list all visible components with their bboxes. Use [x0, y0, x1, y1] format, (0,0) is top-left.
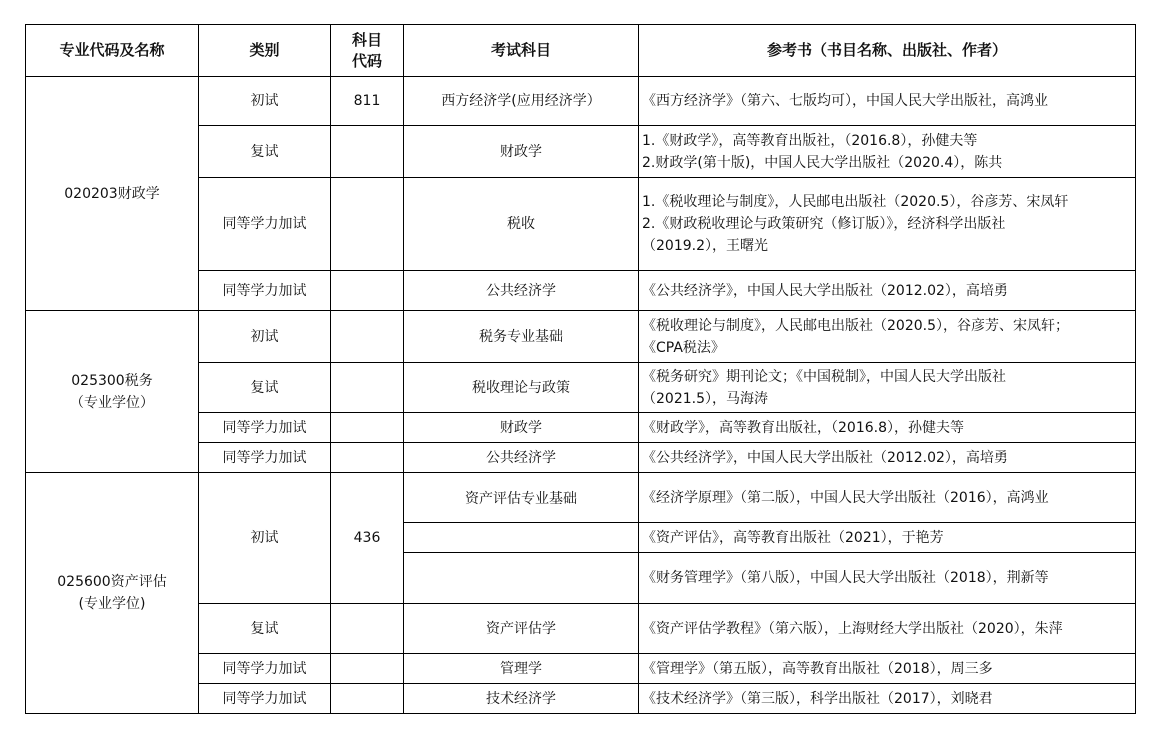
reference-line: 《经济学原理》（第二版），中国人民大学出版社（2016），高鸿业	[642, 489, 1049, 506]
reference-line: 1.《税收理论与制度》，人民邮电出版社（2020.5），谷彦芳、宋凤轩	[642, 194, 1069, 210]
subject-cell: 西方经济学(应用经济学）	[404, 77, 639, 126]
header-subject: 考试科目	[404, 25, 639, 77]
reference-line: 《财务管理学》（第八版），中国人民大学出版社（2018），荆新等	[642, 570, 1049, 586]
subject-cell	[404, 553, 639, 604]
category-cell: 复试	[199, 363, 331, 413]
reference-line: 1.《财政学》，高等教育出版社，（2016.8），孙健夫等	[642, 132, 978, 149]
category-cell: 初试	[199, 77, 331, 126]
header-code	[331, 25, 404, 77]
category-cell: 复试	[199, 126, 331, 178]
subject-cell: 财政学	[404, 126, 639, 178]
reference-line: （2019.2），王曙光	[642, 238, 768, 254]
major-tax-line2: （专业学位）	[70, 394, 154, 411]
reference-cell	[639, 654, 1136, 684]
reference-line: 《公共经济学》，中国人民大学出版社（2012.02），高培勇	[642, 449, 1008, 466]
reference-cell	[639, 684, 1136, 714]
code-cell	[331, 413, 404, 443]
reference-cell	[639, 413, 1136, 443]
code-cell: 811	[331, 77, 404, 126]
header-code-line1: 科目	[351, 30, 382, 49]
reference-cell	[639, 553, 1136, 604]
header-reference: 参考书（书目名称、出版社、作者）	[639, 25, 1136, 77]
category-cell: 同等学力加试	[199, 271, 331, 311]
major-cell-tax	[26, 311, 199, 473]
code-cell	[331, 604, 404, 654]
code-cell	[331, 178, 404, 271]
reference-cell	[639, 363, 1136, 413]
code-cell	[331, 654, 404, 684]
subject-cell: 财政学	[404, 413, 639, 443]
major-tax-line1: 025300税务	[71, 372, 153, 389]
reference-line: 《技术经济学》（第三版），科学出版社（2017），刘晓君	[642, 690, 993, 707]
code-cell: 436	[331, 473, 404, 604]
major-asset-line1: 025600资产评估	[57, 574, 167, 590]
reference-cell	[639, 311, 1136, 363]
reference-line: 《CPA税法》	[642, 339, 725, 356]
reference-line: 《税收理论与制度》，人民邮电出版社（2020.5），谷彦芳、宋凤轩；	[642, 317, 1069, 334]
reference-line: 《管理学》（第五版），高等教育出版社（2018），周三多	[642, 660, 993, 677]
code-cell	[331, 443, 404, 473]
header-code-line2: 代码	[351, 51, 382, 70]
subject-cell: 资产评估学	[404, 604, 639, 654]
major-cell-finance: 020203财政学	[26, 77, 199, 311]
code-cell	[331, 271, 404, 311]
reference-cell	[639, 523, 1136, 553]
subject-cell: 资产评估专业基础	[404, 473, 639, 523]
reference-cell	[639, 77, 1136, 126]
reference-line: 《西方经济学》（第六、七版均可），中国人民大学出版社，高鸿业	[642, 93, 1048, 109]
subject-cell: 技术经济学	[404, 684, 639, 714]
major-cell-asset	[26, 473, 199, 714]
code-cell	[331, 363, 404, 413]
reference-cell	[639, 178, 1136, 271]
category-cell: 同等学力加试	[199, 654, 331, 684]
category-cell: 同等学力加试	[199, 684, 331, 714]
reference-cell	[639, 443, 1136, 473]
subject-cell: 公共经济学	[404, 271, 639, 311]
subject-cell: 税收	[404, 178, 639, 271]
reference-line: 《财政学》，高等教育出版社，（2016.8），孙健夫等	[642, 419, 964, 436]
reference-line: （2021.5），马海涛	[642, 390, 768, 407]
subject-cell: 税收理论与政策	[404, 363, 639, 413]
reference-line: 《公共经济学》，中国人民大学出版社（2012.02），高培勇	[642, 282, 1008, 299]
reference-line: 《资产评估学教程》（第六版），上海财经大学出版社（2020），朱萍	[642, 620, 1063, 637]
reference-cell	[639, 604, 1136, 654]
subject-cell: 管理学	[404, 654, 639, 684]
reference-cell	[639, 473, 1136, 523]
category-cell: 初试	[199, 473, 331, 604]
table-row	[26, 473, 1136, 523]
category-cell: 同等学力加试	[199, 413, 331, 443]
category-cell: 复试	[199, 604, 331, 654]
table-row	[26, 77, 1136, 126]
reference-line: 2.《财政税收理论与政策研究（修订版）》，经济科学出版社	[642, 216, 1006, 232]
header-category: 类别	[199, 25, 331, 77]
category-cell: 同等学力加试	[199, 443, 331, 473]
exam-reference-table	[25, 24, 1136, 714]
category-cell: 初试	[199, 311, 331, 363]
category-cell: 同等学力加试	[199, 178, 331, 271]
code-cell	[331, 684, 404, 714]
reference-line: 2.财政学(第十版)，中国人民大学出版社（2020.4），陈共	[642, 154, 1003, 171]
header-major: 专业代码及名称	[26, 25, 199, 77]
code-cell	[331, 126, 404, 178]
header-row	[26, 25, 1136, 77]
major-asset-line2: (专业学位)	[78, 596, 146, 612]
reference-cell	[639, 271, 1136, 311]
subject-cell: 公共经济学	[404, 443, 639, 473]
reference-line: 《资产评估》，高等教育出版社（2021），于艳芳	[642, 529, 944, 546]
subject-cell: 税务专业基础	[404, 311, 639, 363]
table-row	[26, 311, 1136, 363]
reference-line: 《税务研究》期刊论文；《中国税制》，中国人民大学出版社	[642, 368, 1006, 385]
reference-cell	[639, 126, 1136, 178]
subject-cell	[404, 523, 639, 553]
code-cell	[331, 311, 404, 363]
